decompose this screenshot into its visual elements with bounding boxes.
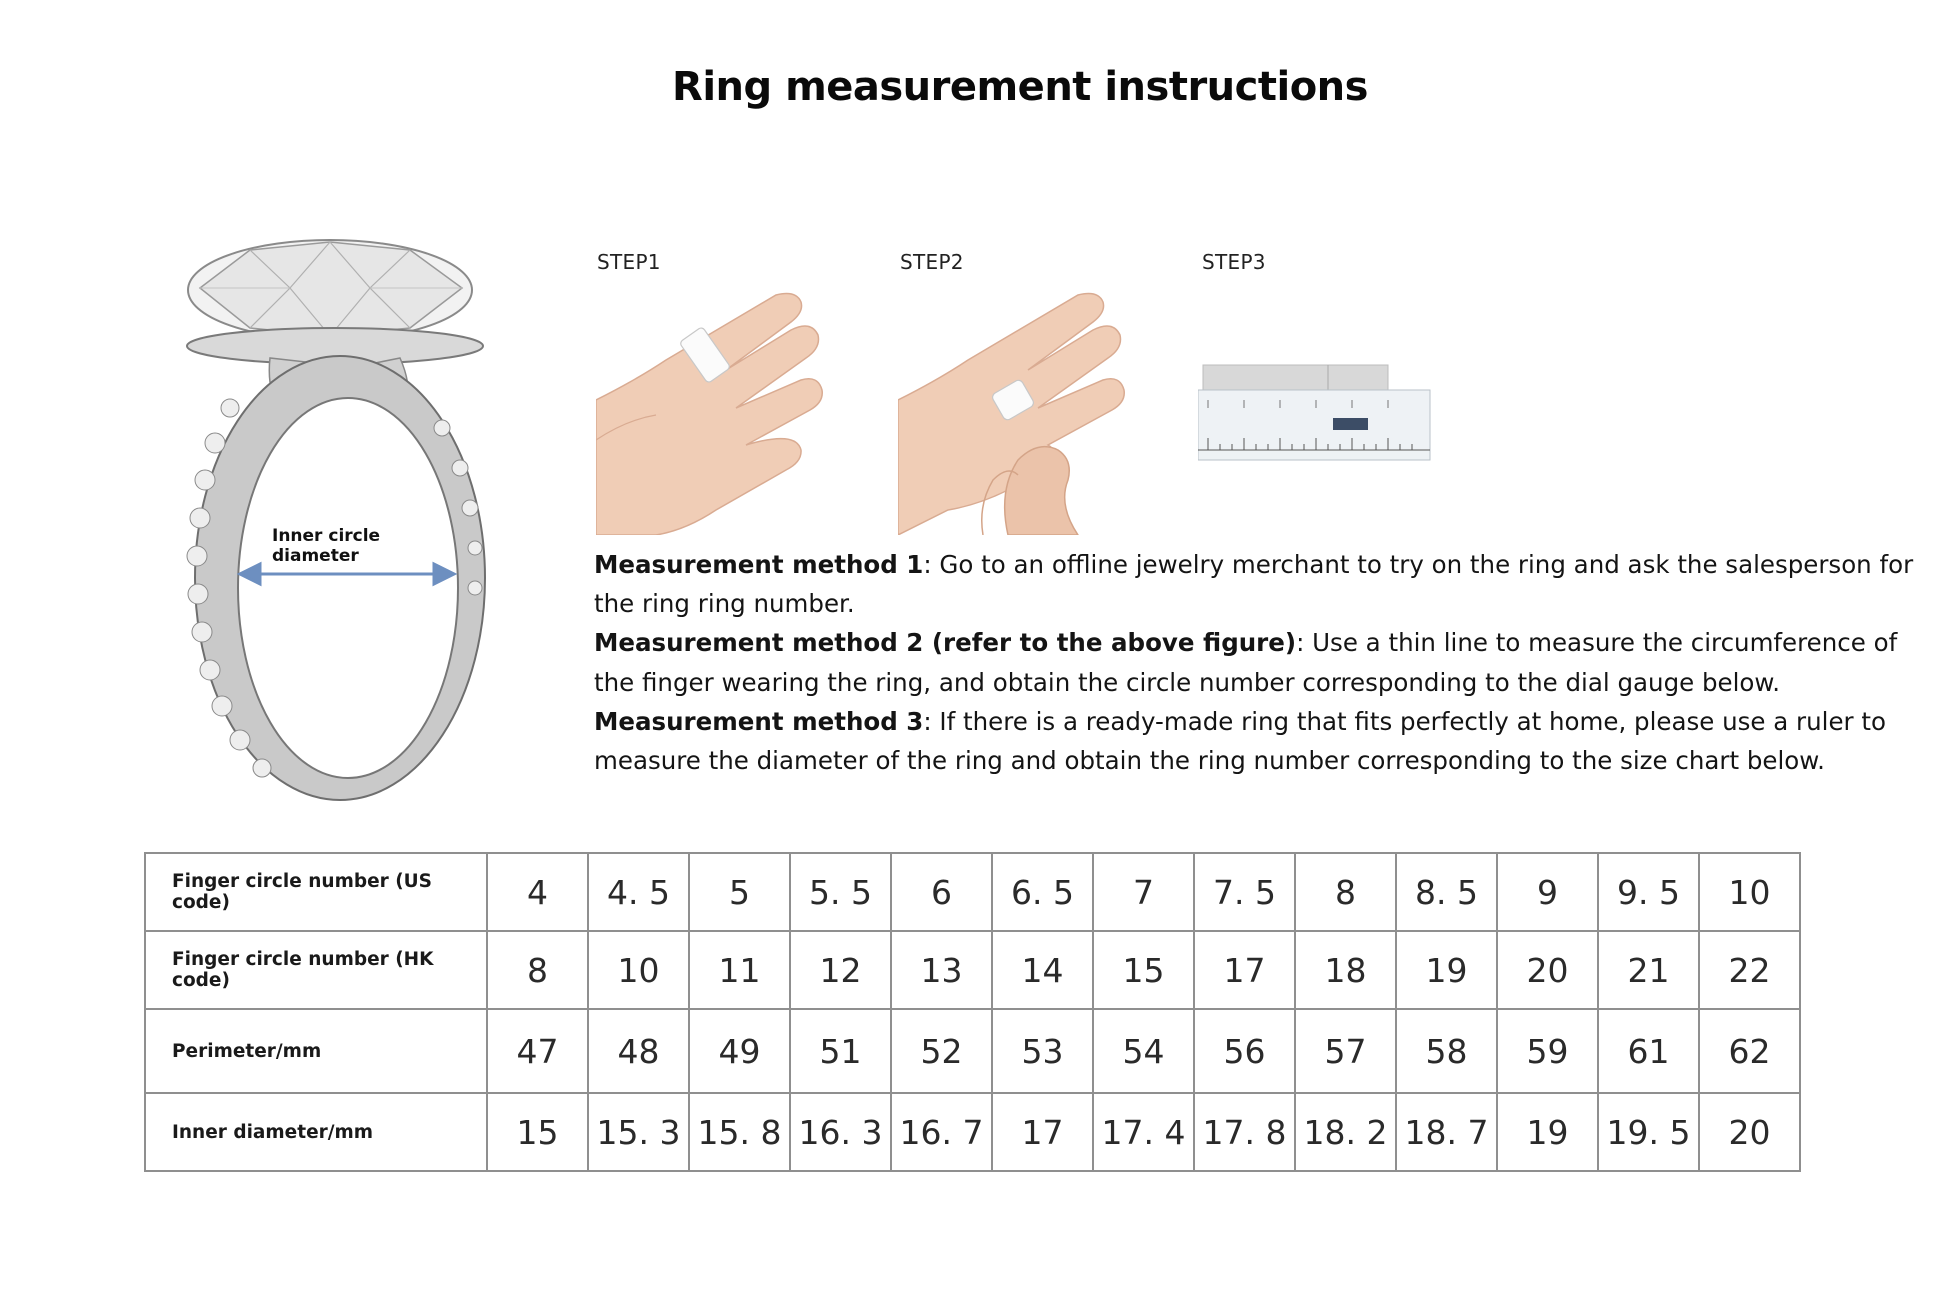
table-cell: 61: [1598, 1009, 1699, 1093]
method-1-title: Measurement method 1: [594, 550, 924, 579]
method-3: [594, 702, 1924, 780]
table-cell: 5. 5: [790, 853, 891, 931]
table-cell: 17: [992, 1093, 1093, 1171]
table-cell: 47: [487, 1009, 588, 1093]
table-cell: 18: [1295, 931, 1396, 1009]
method-3-text: : If there is a ready-made ring that fits perfectly at home, please use a ruler to measure the diameter of the ring and obtain the ring number corresponding to the size chart below.: [594, 706, 1886, 776]
table-cell: 22: [1699, 931, 1800, 1009]
table-cell: 16. 3: [790, 1093, 891, 1171]
table-cell: 48: [588, 1009, 689, 1093]
table-cell: 17. 4: [1093, 1093, 1194, 1171]
step-1: [597, 250, 661, 274]
table-cell: 10: [588, 931, 689, 1009]
table-cell: 4: [487, 853, 588, 931]
table-cell: 19: [1396, 931, 1497, 1009]
table-cell: 56: [1194, 1009, 1295, 1093]
table-cell: 18. 2: [1295, 1093, 1396, 1171]
method-2-title: Measurement method 2 (refer to the above figure): [594, 628, 1297, 658]
ring-size-table: [144, 852, 1801, 1172]
inner-diameter-row: [145, 1093, 1800, 1171]
step-3: [1202, 250, 1266, 274]
perimeter-row: [145, 1009, 1800, 1093]
table-cell: 21: [1598, 931, 1699, 1009]
table-cell: 17: [1194, 931, 1295, 1009]
table-cell: 8: [487, 931, 588, 1009]
table-cell: 52: [891, 1009, 992, 1093]
table-cell: 16. 7: [891, 1093, 992, 1171]
table-cell: 7: [1093, 853, 1194, 931]
table-cell: 59: [1497, 1009, 1598, 1093]
table-cell: 53: [992, 1009, 1093, 1093]
step-2: [900, 250, 964, 274]
table-cell: 20: [1497, 931, 1598, 1009]
table-cell: 4. 5: [588, 853, 689, 931]
step-2-label: STEP2: [900, 250, 964, 274]
table-cell: 5: [689, 853, 790, 931]
table-cell: 18. 7: [1396, 1093, 1497, 1171]
row-header: Perimeter/mm: [145, 1009, 487, 1093]
method-2: [594, 623, 1924, 701]
page-title: Ring measurement instructions: [672, 64, 1368, 110]
step-3-label: STEP3: [1202, 250, 1266, 274]
row-header: Finger circle number (HK code): [145, 931, 487, 1009]
table-cell: 9: [1497, 853, 1598, 931]
measurement-instructions: [594, 545, 1924, 780]
step-1-hand-image: [596, 290, 826, 535]
table-cell: 57: [1295, 1009, 1396, 1093]
inner-diameter-label-line2: diameter: [272, 546, 359, 566]
inner-diameter-label-line1: Inner circle: [272, 526, 381, 546]
method-1-text: : Go to an offline jewelry merchant to try on the ring and ask the salesperson for the ring ring number.: [594, 550, 1914, 619]
table-cell: 17. 8: [1194, 1093, 1295, 1171]
row-header: Finger circle number (US code): [145, 853, 487, 931]
table-cell: 62: [1699, 1009, 1800, 1093]
table-cell: 20: [1699, 1093, 1800, 1171]
table-cell: 6. 5: [992, 853, 1093, 931]
table-cell: 19. 5: [1598, 1093, 1699, 1171]
table-cell: 14: [992, 931, 1093, 1009]
table-cell: 7. 5: [1194, 853, 1295, 931]
table-cell: 15: [487, 1093, 588, 1171]
step-1-label: STEP1: [597, 250, 661, 274]
step-3-ruler-image: [1198, 360, 1433, 465]
method-2-text: : Use a thin line to measure the circumference of the finger wearing the ring, and obtain the circle number corresponding to the dial gauge below.: [594, 628, 1898, 697]
table-cell: 8. 5: [1396, 853, 1497, 931]
step-2-hand-image: [898, 290, 1128, 535]
row-header: Inner diameter/mm: [145, 1093, 487, 1171]
table-cell: 19: [1497, 1093, 1598, 1171]
table-cell: 8: [1295, 853, 1396, 931]
table-cell: 9. 5: [1598, 853, 1699, 931]
table-cell: 10: [1699, 853, 1800, 931]
table-cell: 54: [1093, 1009, 1194, 1093]
table-cell: 12: [790, 931, 891, 1009]
table-cell: 15: [1093, 931, 1194, 1009]
diamond-icon: [188, 240, 472, 340]
table-cell: 15. 3: [588, 1093, 689, 1171]
method-3-title: Measurement method 3: [594, 706, 924, 736]
table-cell: 13: [891, 931, 992, 1009]
table-cell: 15. 8: [689, 1093, 790, 1171]
table-cell: 6: [891, 853, 992, 931]
table-cell: 49: [689, 1009, 790, 1093]
table-cell: 51: [790, 1009, 891, 1093]
table-cell: 11: [689, 931, 790, 1009]
method-1: [594, 545, 1924, 623]
us-code-row: [145, 853, 1800, 931]
inner-diameter-label: [272, 526, 380, 566]
hk-code-row: [145, 931, 1800, 1009]
table-cell: 58: [1396, 1009, 1497, 1093]
